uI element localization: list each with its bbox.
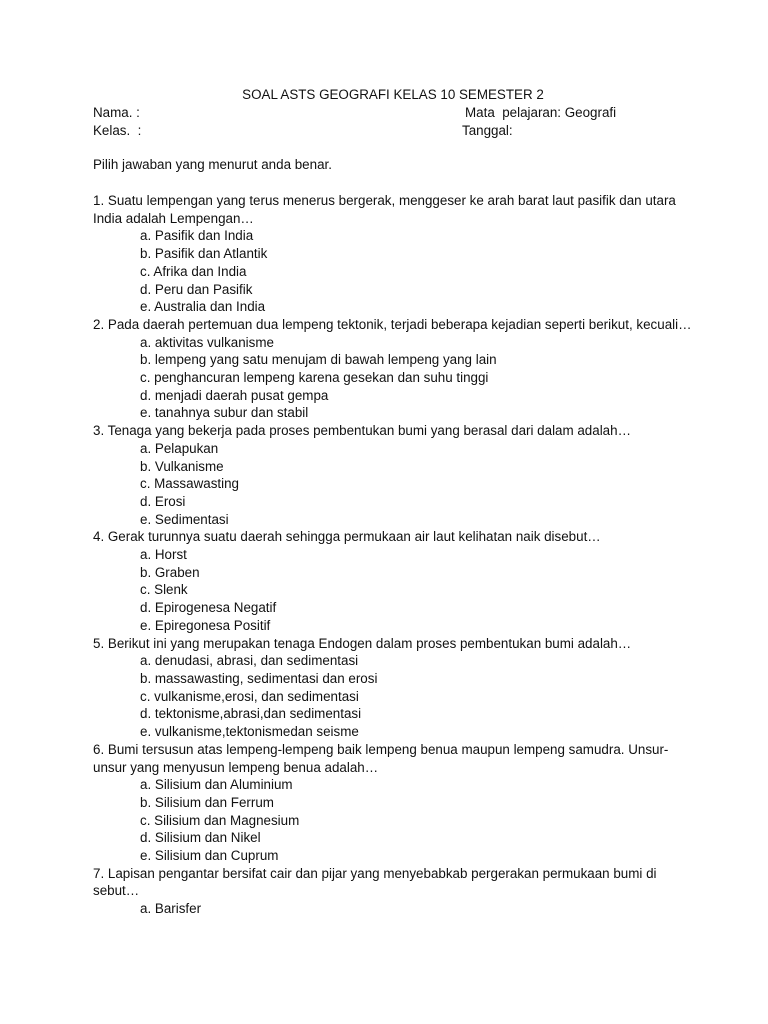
document-title: SOAL ASTS GEOGRAFI KELAS 10 SEMESTER 2 [242,87,544,102]
answer-option: d. Erosi [140,493,186,509]
question-text: 3. Tenaga yang bekerja pada proses pembentukan bumi yang berasal dari dalam adalah… [93,423,631,439]
option-list [93,546,693,635]
option-list [93,334,693,423]
answer-option: a. denudasi, abrasi, dan sedimentasi [140,653,359,669]
kelas-label: Kelas. : [93,123,142,138]
answer-option: e. tanahnya subur dan stabil [140,405,309,421]
answer-option: c. Silisium dan Magnesium [140,812,300,828]
answer-option: b. Graben [140,564,200,580]
question-6 [93,741,693,865]
answer-option: a. Horst [140,547,187,563]
answer-option: b. massawasting, sedimentasi dan erosi [140,670,378,686]
question-1 [93,192,693,316]
answer-option: d. Peru dan Pasifik [140,281,253,297]
answer-option: c. Slenk [140,582,188,598]
question-text: 6. Bumi tersusun atas lempeng-lempeng baik lempeng benua maupun lempeng samudra. Unsur-unsur yang menyusun lempeng benua adalah… [93,741,669,775]
question-7 [93,865,693,918]
question-list [93,192,693,918]
answer-option: e. Sedimentasi [140,511,229,527]
question-text: 4. Gerak turunnya suatu daerah sehingga permukaan air laut kelihatan naik disebut… [93,529,601,545]
tanggal-label: Tanggal: [462,123,513,138]
question-text: 2. Pada daerah pertemuan dua lempeng tektonik, terjadi beberapa kejadian seperti berikut, kecuali… [93,316,692,332]
answer-option: b. Pasifik dan Atlantik [140,246,268,262]
mapel-label: Mata pelajaran: Geografi [465,105,617,120]
answer-option: e. vulkanisme,tektonismedan seisme [140,724,359,740]
answer-option: d. Silisium dan Nikel [140,830,261,846]
question-2 [93,316,693,422]
answer-option: d. tektonisme,abrasi,dan sedimentasi [140,706,362,722]
nama-label: Nama. : [93,105,140,120]
question-text: 5. Berikut ini yang merupakan tenaga Endogen dalam proses pembentukan bumi adalah… [93,635,632,651]
answer-option: c. Massawasting [140,476,239,492]
option-list [93,900,693,918]
answer-option: d. menjadi daerah pusat gempa [140,387,329,403]
answer-option: c. penghancuran lempeng karena gesekan dan suhu tinggi [140,370,489,386]
answer-option: a. aktivitas vulkanisme [140,334,274,350]
answer-option: e. Australia dan India [140,299,266,315]
answer-option: a. Pelapukan [140,440,219,456]
answer-option: b. lempeng yang satu menujam di bawah lempeng yang lain [140,352,497,368]
answer-option: a. Barisfer [140,901,202,917]
answer-option: a. Pasifik dan India [140,228,254,244]
instruction-text: Pilih jawaban yang menurut anda benar. [93,157,332,172]
answer-option: d. Epirogenesa Negatif [140,600,277,616]
question-3 [93,422,693,528]
answer-option: c. Afrika dan India [140,263,247,279]
answer-option: b. Vulkanisme [140,458,224,474]
question-text: 7. Lapisan pengantar bersifat cair dan pijar yang menyebabkab pergerakan permukaan bumi di sebut… [93,865,657,899]
answer-option: e. Silisium dan Cuprum [140,848,279,864]
answer-option: a. Silisium dan Aluminium [140,777,293,793]
question-text: 1. Suatu lempengan yang terus menerus bergerak, menggeser ke arah barat laut pasifik dan utara India adalah Lempengan… [93,193,676,226]
question-5 [93,635,693,741]
option-list [93,227,693,316]
answer-option: b. Silisium dan Ferrum [140,794,274,810]
question-4 [93,528,693,634]
option-list [93,440,693,529]
answer-option: c. vulkanisme,erosi, dan sedimentasi [140,688,359,704]
option-list [93,776,693,865]
answer-option: e. Epiregonesa Positif [140,617,271,633]
option-list [93,652,693,741]
